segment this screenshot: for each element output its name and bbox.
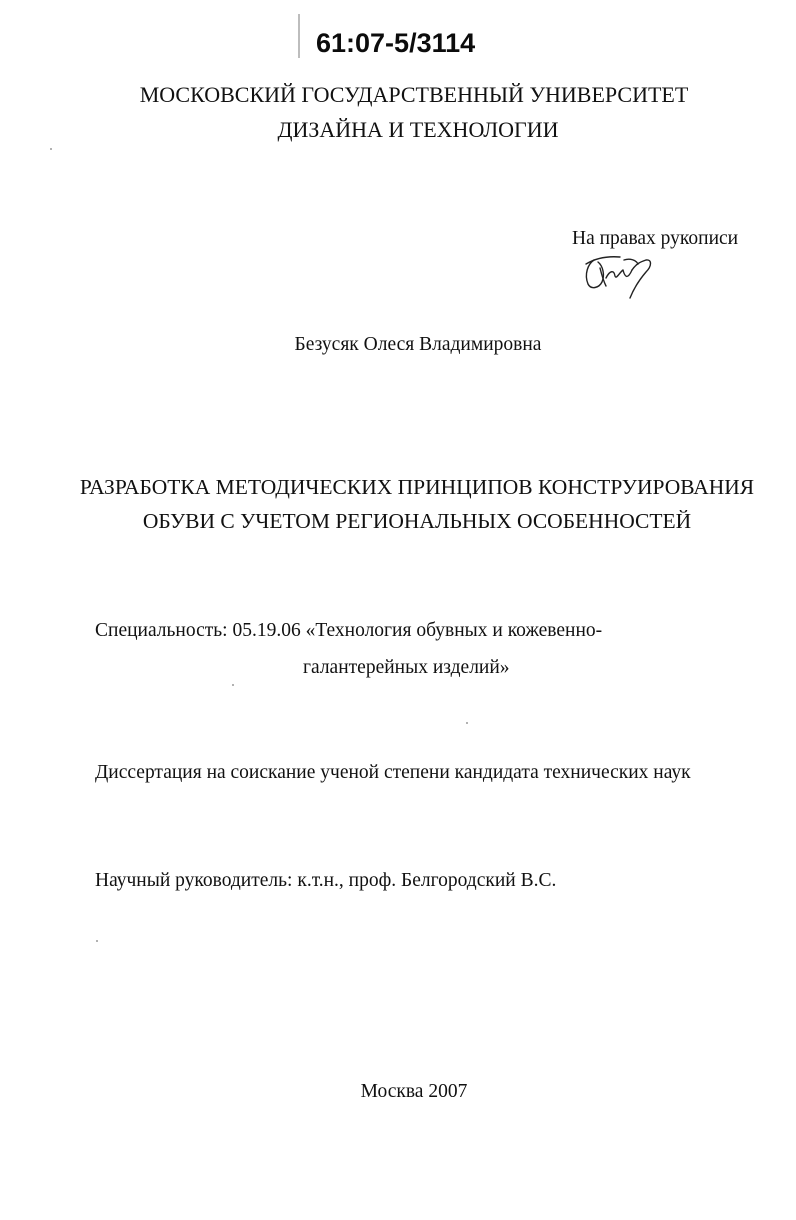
specialty-line-2: галантерейных изделий»: [303, 657, 510, 678]
specialty-line-1: Специальность: 05.19.06 «Технология обувных и кожевенно-: [95, 620, 603, 641]
scan-speck: [466, 722, 468, 724]
dissertation-title-line-1: РАЗРАБОТКА МЕТОДИЧЕСКИХ ПРИНЦИПОВ КОНСТРУИРОВАНИЯ: [79, 475, 755, 499]
university-name-line-2: ДИЗАЙНА И ТЕХНОЛОГИИ: [277, 117, 559, 142]
scan-speck: [96, 940, 98, 942]
city-and-year: Москва 2007: [360, 1081, 468, 1102]
handwritten-signature-icon: [580, 248, 660, 304]
university-name-line-1: МОСКОВСКИЙ ГОСУДАРСТВЕННЫЙ УНИВЕРСИТЕТ: [139, 82, 689, 107]
scan-speck: [50, 148, 52, 150]
dissertation-title-line-2: ОБУВИ С УЧЕТОМ РЕГИОНАЛЬНЫХ ОСОБЕННОСТЕЙ: [142, 509, 692, 533]
scan-speck: [232, 684, 234, 686]
author-name: Безусяк Олеся Владимировна: [294, 334, 542, 355]
degree-statement: Диссертация на соискание ученой степени кандидата технических наук: [95, 762, 691, 783]
manuscript-rights-note: На правах рукописи: [572, 228, 739, 249]
scan-mark: [298, 14, 300, 58]
scientific-supervisor: Научный руководитель: к.т.н., проф. Белгородский В.С.: [95, 870, 557, 891]
catalog-number: 61:07-5/3114: [316, 28, 476, 58]
